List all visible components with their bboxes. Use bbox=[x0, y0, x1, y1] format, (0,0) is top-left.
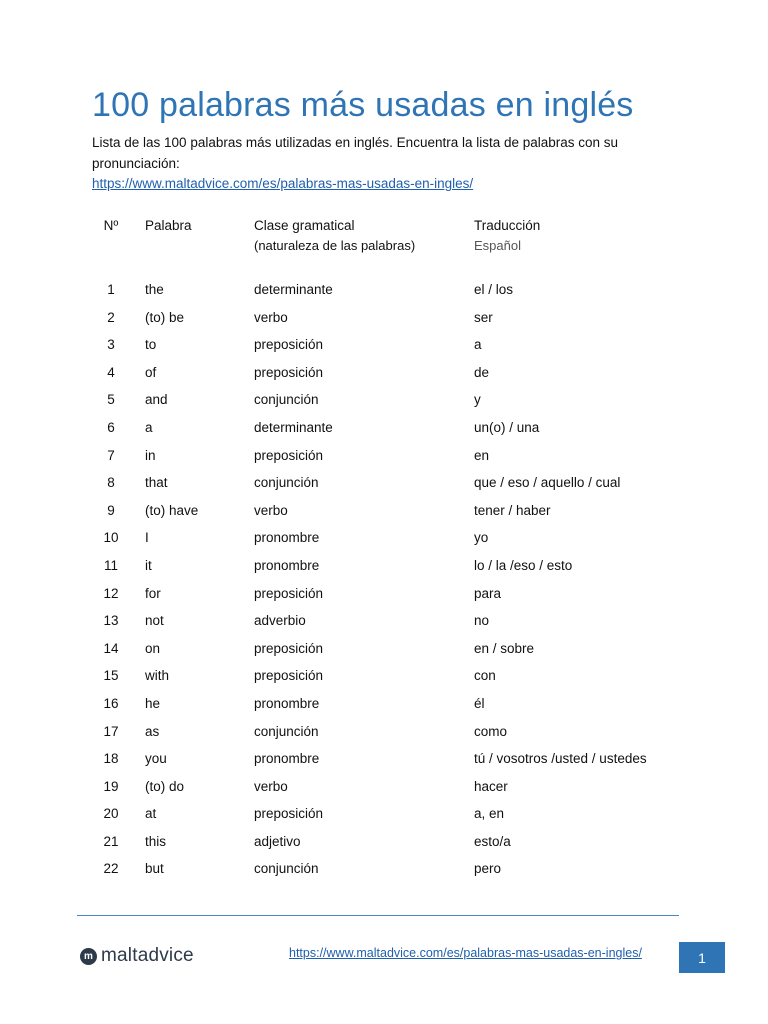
row-class: pronombre bbox=[254, 530, 320, 546]
row-class: determinante bbox=[254, 282, 333, 297]
header-class bbox=[254, 216, 415, 256]
table-row bbox=[0, 280, 768, 308]
table-row bbox=[0, 473, 768, 501]
table-row bbox=[0, 859, 768, 887]
row-number: 3 bbox=[107, 337, 115, 353]
row-class: conjunción bbox=[254, 475, 319, 491]
row-translation: que / eso / aquello / cual bbox=[474, 475, 621, 491]
logo-mark-icon: m bbox=[80, 948, 97, 965]
table-row bbox=[0, 804, 768, 832]
row-number: 20 bbox=[103, 806, 119, 822]
row-translation: hacer bbox=[474, 778, 508, 794]
row-class: conjunción bbox=[254, 392, 319, 408]
row-number: 12 bbox=[103, 585, 119, 601]
row-translation: pero bbox=[474, 861, 502, 877]
row-translation: y bbox=[474, 392, 481, 408]
intro-text bbox=[92, 133, 692, 195]
row-word: not bbox=[145, 613, 164, 629]
row-class: verbo bbox=[254, 502, 288, 518]
row-class: adverbio bbox=[254, 613, 306, 629]
table-row bbox=[0, 363, 768, 391]
row-number: 10 bbox=[103, 530, 119, 546]
row-number: 8 bbox=[107, 475, 115, 491]
row-class: verbo bbox=[254, 778, 288, 794]
header-translation-sub: Español bbox=[474, 238, 521, 253]
row-number: 1 bbox=[107, 282, 115, 297]
intro-link[interactable]: https://www.maltadvice.com/es/palabras-mas-usadas-en-ingles/ bbox=[92, 176, 474, 191]
row-number: 14 bbox=[103, 640, 119, 656]
row-number: 21 bbox=[103, 833, 119, 849]
row-number: 4 bbox=[107, 364, 115, 380]
row-translation: como bbox=[474, 723, 508, 739]
row-translation: él bbox=[474, 695, 485, 711]
row-word: this bbox=[145, 833, 167, 849]
word-table bbox=[0, 280, 768, 887]
row-word: to bbox=[145, 337, 157, 353]
row-class: preposición bbox=[254, 640, 324, 656]
intro-line: Lista de las 100 palabras más utilizadas en inglés. Encuentra la lista de palabras con su bbox=[92, 135, 619, 150]
table-row bbox=[0, 501, 768, 529]
header-translation-label: Traducción bbox=[474, 218, 541, 233]
row-word: on bbox=[145, 640, 161, 656]
row-translation: para bbox=[474, 585, 502, 601]
table-row bbox=[0, 335, 768, 363]
row-number: 19 bbox=[103, 778, 119, 794]
header-word: Palabra bbox=[145, 218, 192, 233]
row-number: 6 bbox=[107, 419, 115, 435]
row-class: preposición bbox=[254, 447, 324, 463]
row-class: conjunción bbox=[254, 861, 319, 877]
row-number: 15 bbox=[103, 668, 119, 684]
table-row bbox=[0, 308, 768, 336]
table-row bbox=[0, 639, 768, 667]
intro-line: pronunciación: bbox=[92, 155, 180, 171]
row-number: 9 bbox=[107, 502, 115, 518]
row-translation: el / los bbox=[474, 282, 514, 297]
header-class-sub: (naturaleza de las palabras) bbox=[254, 238, 416, 253]
row-translation: yo bbox=[474, 530, 489, 546]
row-class: pronombre bbox=[254, 695, 320, 711]
table-row bbox=[0, 418, 768, 446]
row-translation: de bbox=[474, 364, 490, 380]
table-row bbox=[0, 749, 768, 777]
row-class: verbo bbox=[254, 309, 288, 325]
row-word: in bbox=[145, 447, 156, 463]
header-class-label: Clase gramatical bbox=[254, 218, 355, 233]
table-row bbox=[0, 611, 768, 639]
row-number: 17 bbox=[103, 723, 119, 739]
row-translation: un(o) / una bbox=[474, 419, 540, 435]
row-word: (to) be bbox=[145, 309, 185, 325]
row-class: pronombre bbox=[254, 751, 320, 767]
row-word: at bbox=[145, 806, 157, 822]
row-class: preposición bbox=[254, 806, 324, 822]
row-word: of bbox=[145, 364, 157, 380]
row-word: that bbox=[145, 475, 168, 491]
row-class: pronombre bbox=[254, 557, 320, 573]
row-translation: lo / la /eso / esto bbox=[474, 557, 573, 573]
maltadvice-logo bbox=[80, 945, 194, 967]
row-word: as bbox=[145, 723, 160, 739]
row-word: for bbox=[145, 585, 161, 601]
table-row bbox=[0, 777, 768, 805]
row-number: 22 bbox=[103, 861, 119, 877]
row-word: the bbox=[145, 282, 164, 297]
row-word: you bbox=[145, 751, 167, 767]
row-word: a bbox=[145, 419, 153, 435]
row-class: conjunción bbox=[254, 723, 319, 739]
row-translation: con bbox=[474, 668, 496, 684]
row-class: preposición bbox=[254, 668, 324, 684]
row-word: he bbox=[145, 695, 161, 711]
footer-divider bbox=[77, 915, 679, 916]
header-translation bbox=[474, 216, 540, 256]
footer-link[interactable]: https://www.maltadvice.com/es/palabras-mas-usadas-en-ingles/ bbox=[289, 946, 642, 960]
row-number: 18 bbox=[103, 751, 119, 767]
table-row bbox=[0, 390, 768, 418]
row-translation: esto/a bbox=[474, 833, 511, 849]
row-word: (to) do bbox=[145, 778, 185, 794]
row-class: preposición bbox=[254, 337, 324, 353]
row-word: and bbox=[145, 392, 168, 408]
table-row bbox=[0, 832, 768, 860]
table-row bbox=[0, 556, 768, 584]
row-translation: a, en bbox=[474, 806, 505, 822]
header-number: Nº bbox=[103, 218, 119, 233]
row-class: determinante bbox=[254, 419, 333, 435]
row-translation: ser bbox=[474, 309, 493, 325]
row-word: I bbox=[145, 530, 149, 546]
row-word: (to) have bbox=[145, 502, 199, 518]
row-number: 13 bbox=[103, 613, 119, 629]
row-word: it bbox=[145, 557, 152, 573]
row-translation: tener / haber bbox=[474, 502, 551, 518]
document-title: 100 palabras más usadas en inglés bbox=[92, 86, 634, 124]
logo-text: maltadvice bbox=[101, 945, 194, 966]
row-translation: en bbox=[474, 447, 490, 463]
row-number: 16 bbox=[103, 695, 119, 711]
row-word: with bbox=[145, 668, 170, 684]
row-class: preposición bbox=[254, 364, 324, 380]
row-class: adjetivo bbox=[254, 833, 301, 849]
table-row bbox=[0, 666, 768, 694]
table-row bbox=[0, 528, 768, 556]
table-row bbox=[0, 722, 768, 750]
row-translation: tú / vosotros /usted / ustedes bbox=[474, 751, 647, 767]
table-row bbox=[0, 694, 768, 722]
row-translation: en / sobre bbox=[474, 640, 535, 656]
row-number: 11 bbox=[103, 557, 118, 573]
row-word: but bbox=[145, 861, 164, 877]
row-number: 2 bbox=[107, 309, 115, 325]
row-translation: no bbox=[474, 613, 490, 629]
row-class: preposición bbox=[254, 585, 324, 601]
table-row bbox=[0, 446, 768, 474]
row-number: 7 bbox=[107, 447, 115, 463]
page-number: 1 bbox=[679, 942, 725, 973]
row-translation: a bbox=[474, 337, 482, 353]
table-row bbox=[0, 584, 768, 612]
row-number: 5 bbox=[107, 392, 115, 408]
